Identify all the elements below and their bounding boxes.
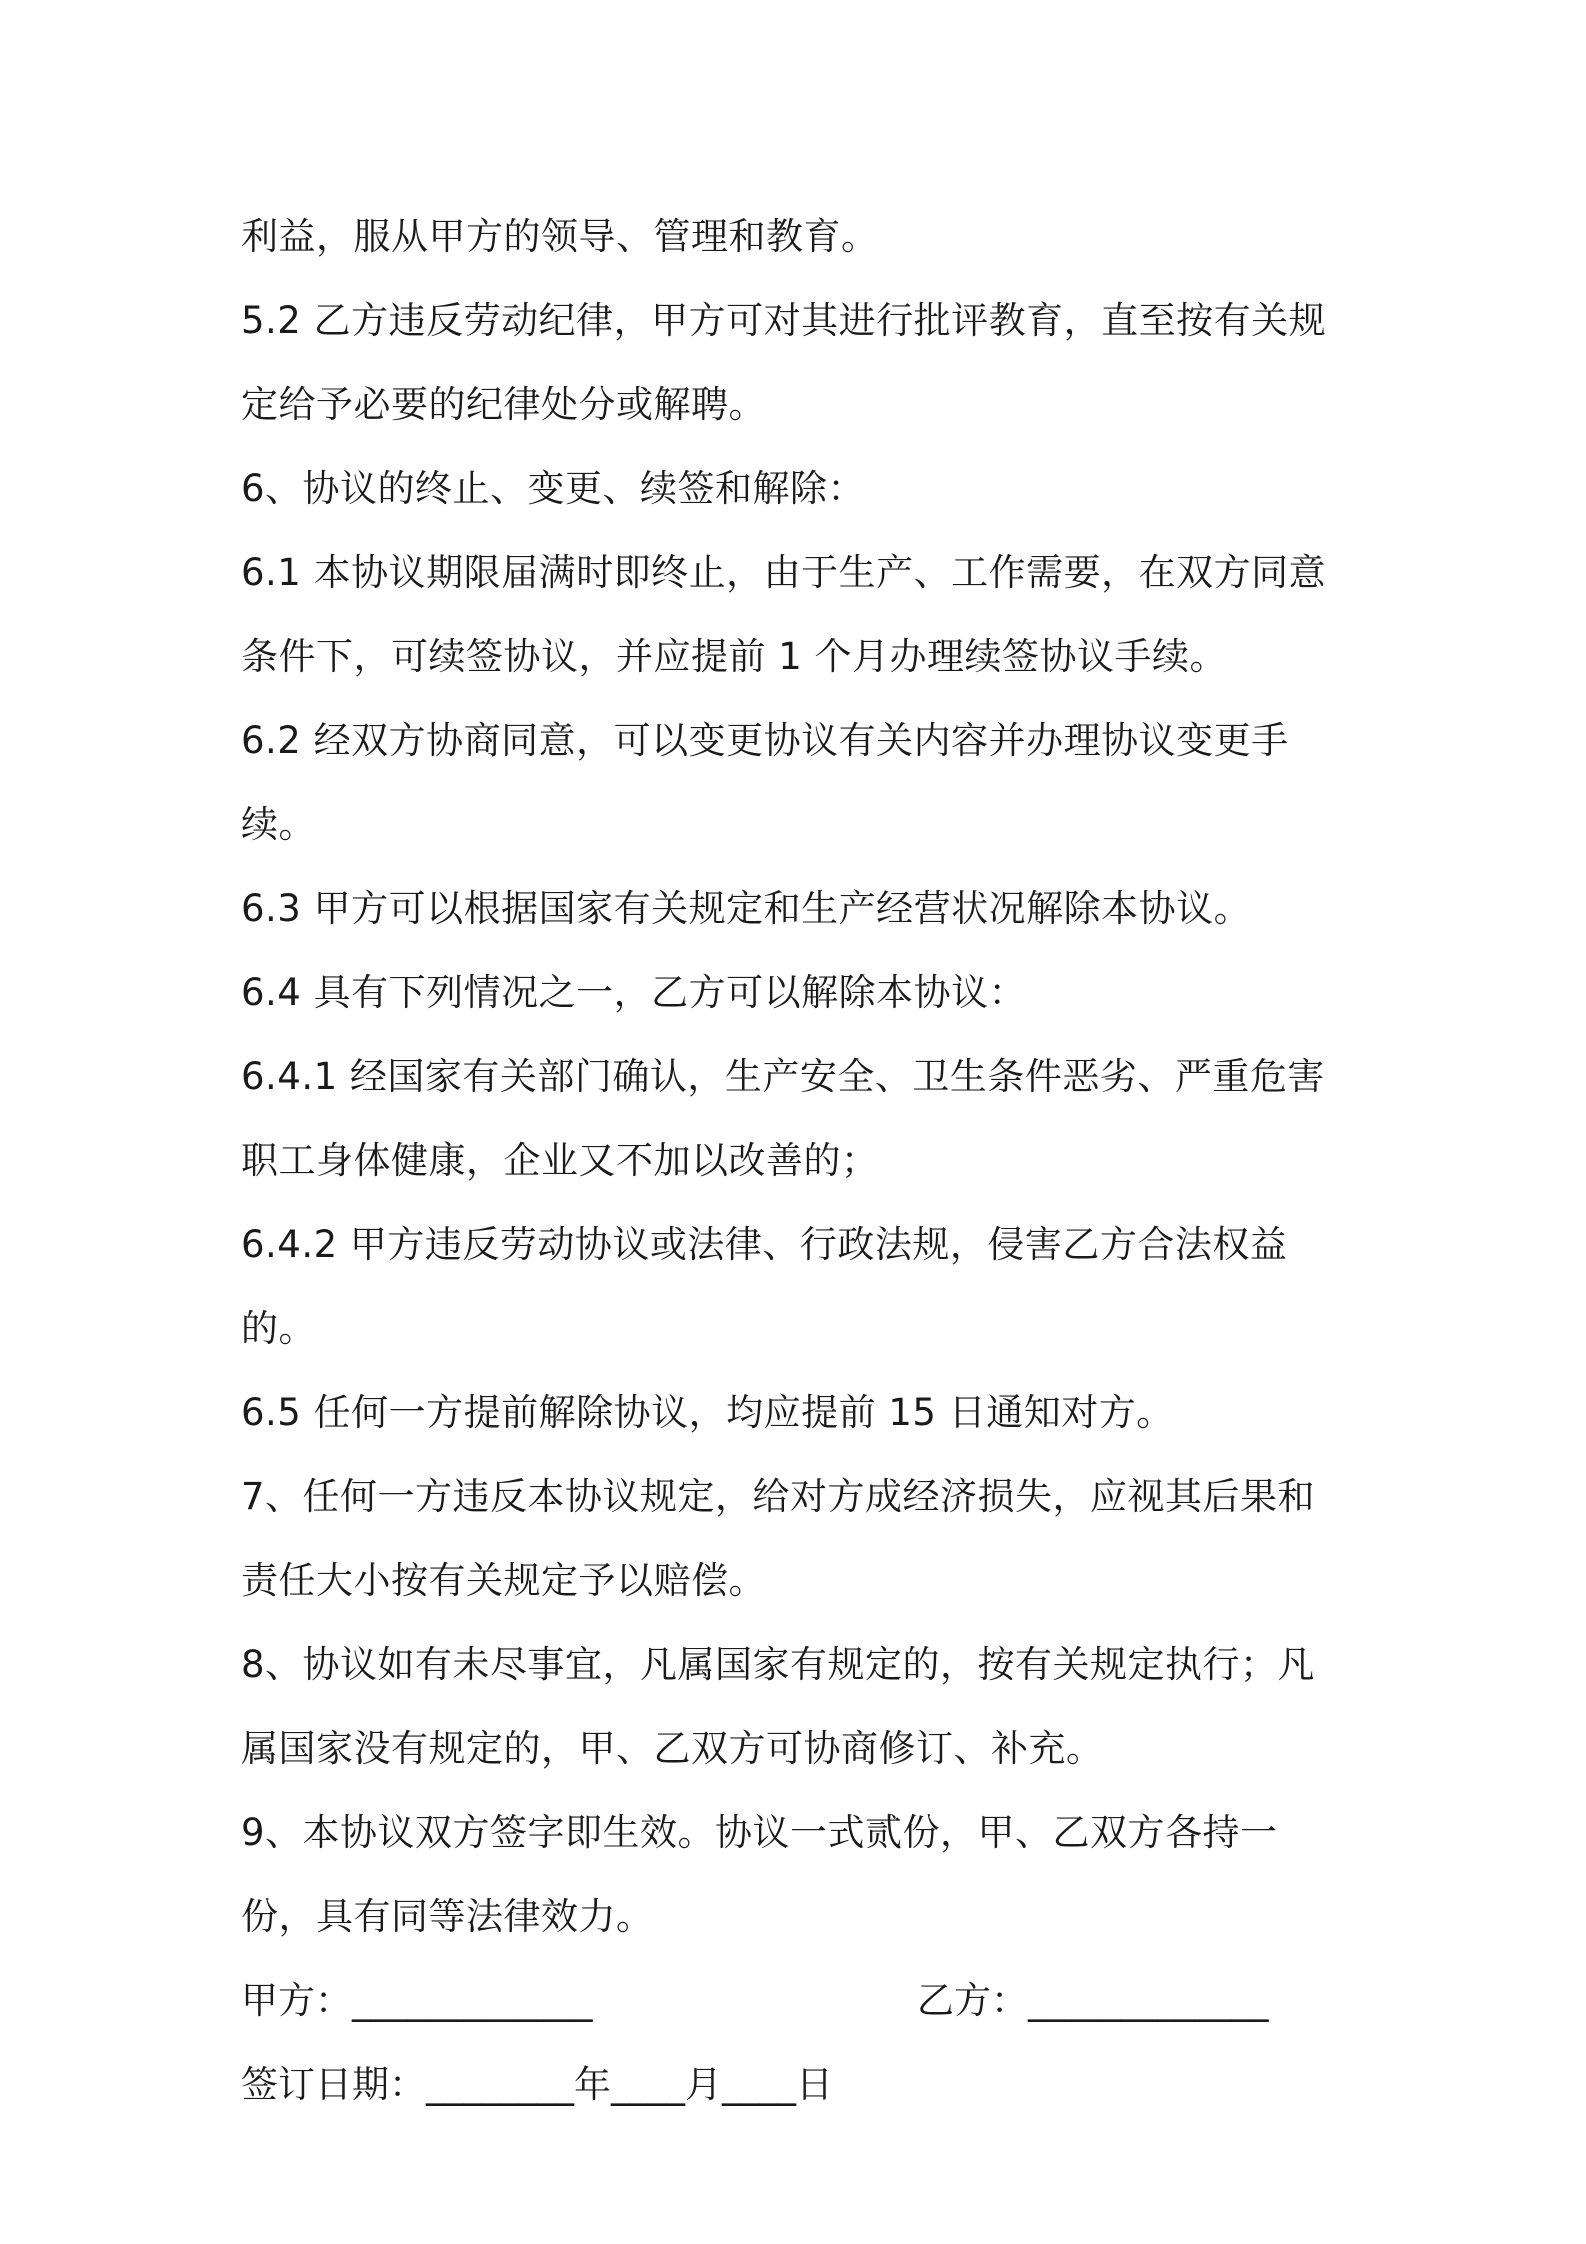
paragraph: 6.1 本协议期限届满时即终止，由于生产、工作需要，在双方同意条件下，可续签协议，并应提前 1 个月办理续签协议手续。 <box>241 551 1327 678</box>
party-b-signature: 乙方：_____________ <box>917 1979 1269 2022</box>
signature-row <box>241 1959 1351 2043</box>
paragraph: 8、协议如有未尽事宜，凡属国家有规定的，按有关规定执行；凡属国家没有规定的，甲、乙双方可协商修订、补充。 <box>241 1643 1316 1770</box>
paragraph: 6.4 具有下列情况之一，乙方可以解除本协议： <box>241 971 1027 1014</box>
paragraph: 6.2 经双方协商同意，可以变更协议有关内容并办理协议变更手续。 <box>241 719 1289 846</box>
paragraph: 利益，服从甲方的领导、管理和教育。 <box>241 215 879 258</box>
paragraph: 6、协议的终止、变更、续签和解除： <box>241 467 866 510</box>
paragraph: 6.4.2 甲方违反劳动协议或法律、行政法规，侵害乙方合法权益的。 <box>241 1223 1288 1350</box>
paragraph: 6.3 甲方可以根据国家有关规定和生产经营状况解除本协议。 <box>241 887 1252 930</box>
paragraph: 6.4.1 经国家有关部门确认，生产安全、卫生条件恶劣、严重危害职工身体健康，企业又不加以改善的； <box>241 1055 1325 1182</box>
paragraph: 6.5 任何一方提前解除协议，均应提前 15 日通知对方。 <box>241 1391 1174 1434</box>
paragraph: 7、任何一方违反本协议规定，给对方成经济损失，应视其后果和责任大小按有关规定予以赔偿。 <box>241 1475 1316 1602</box>
paragraph: 5.2 乙方违反劳动纪律，甲方可对其进行批评教育，直至按有关规定给予必要的纪律处分或解聘。 <box>241 299 1327 426</box>
document-page <box>241 195 1351 2127</box>
paragraph: 9、本协议双方签字即生效。协议一式贰份，甲、乙双方各持一份，具有同等法律效力。 <box>241 1811 1278 1938</box>
signing-date: 签订日期：________年____月____日 <box>241 2063 833 2106</box>
party-a-signature: 甲方：_____________ <box>241 1979 593 2022</box>
